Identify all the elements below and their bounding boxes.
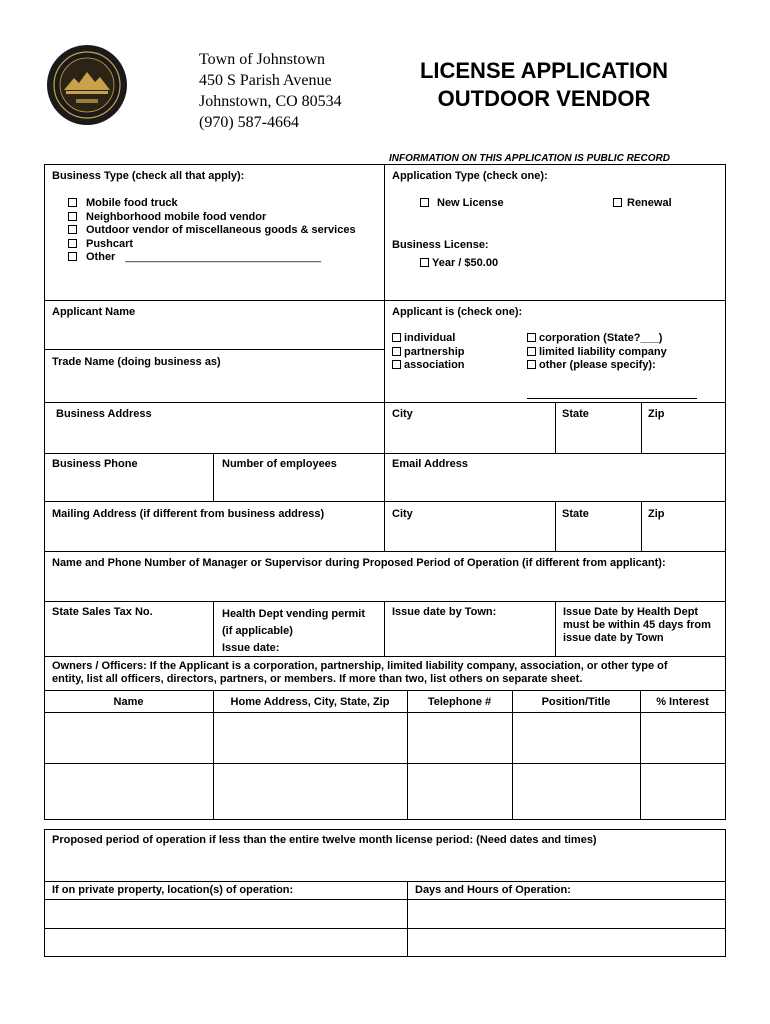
applicant-name-label: Applicant Name xyxy=(52,306,136,318)
proposed-period-label: Proposed period of operation if less than the entire twelve month license period: (Need dates and times) xyxy=(52,834,597,846)
checkbox-icon[interactable] xyxy=(68,239,77,248)
checkbox-icon[interactable] xyxy=(392,333,401,342)
applicant-is-label: Applicant is (check one): xyxy=(392,306,523,318)
town-street: 450 S Parish Avenue xyxy=(199,72,332,89)
mailing-state-label: State xyxy=(562,508,589,520)
business-address-label: Business Address xyxy=(56,408,152,420)
checkbox-icon[interactable] xyxy=(527,347,536,356)
issue-date-health-note-2: issue date by Town xyxy=(563,632,664,644)
issue-date-town-label: Issue date by Town: xyxy=(392,606,497,618)
business-phone-label: Business Phone xyxy=(52,458,138,470)
option-neighborhood-vendor[interactable]: Neighborhood mobile food vendor xyxy=(68,211,356,225)
application-type-label: Application Type (check one): xyxy=(392,170,548,182)
form-title-line1: LICENSE APPLICATION xyxy=(419,58,669,83)
checkbox-icon[interactable] xyxy=(613,198,622,207)
health-issue-date-label: Issue date: xyxy=(222,642,280,654)
checkbox-icon[interactable] xyxy=(392,347,401,356)
owners-intro-1: Owners / Officers: If the Applicant is a corporation, partnership, limited liability company, association, or other type of xyxy=(52,660,668,672)
form-title-line2: OUTDOOR VENDOR xyxy=(437,86,651,111)
checkbox-icon[interactable] xyxy=(68,252,77,261)
business-license-label: Business License: xyxy=(392,239,489,251)
col-telephone: Telephone # xyxy=(427,696,492,708)
town-city: Johnstown, CO 80534 xyxy=(199,93,342,110)
city-label: City xyxy=(392,408,413,420)
email-label: Email Address xyxy=(392,458,469,470)
checkbox-icon[interactable] xyxy=(527,333,536,342)
business-type-label: Business Type (check all that apply): xyxy=(52,170,245,182)
private-property-label: If on private property, location(s) of operation: xyxy=(52,884,294,896)
option-pushcart[interactable]: Pushcart xyxy=(68,238,356,252)
option-misc-goods[interactable]: Outdoor vendor of miscellaneous goods & services xyxy=(68,224,356,238)
other-blank-line[interactable]: ________________________________ xyxy=(125,251,322,263)
checkbox-icon[interactable] xyxy=(68,198,77,207)
checkbox-icon[interactable] xyxy=(392,360,401,369)
option-llc[interactable]: limited liability company xyxy=(527,346,667,360)
checkbox-icon[interactable] xyxy=(527,360,536,369)
checkbox-icon[interactable] xyxy=(420,198,429,207)
option-new-license[interactable]: New License xyxy=(420,197,504,210)
town-name: Town of Johnstown xyxy=(199,51,325,68)
option-other[interactable]: Other ________________________________ xyxy=(68,251,356,265)
health-permit-label: Health Dept vending permit xyxy=(222,608,366,620)
mailing-zip-label: Zip xyxy=(648,508,665,520)
town-phone: (970) 587-4664 xyxy=(199,114,299,131)
option-mobile-food-truck[interactable]: Mobile food truck xyxy=(68,197,356,211)
option-year-fee[interactable]: Year / $50.00 xyxy=(420,257,498,270)
issue-date-health-note-1: must be within 45 days from xyxy=(563,619,711,631)
checkbox-icon[interactable] xyxy=(420,258,429,267)
owners-intro-2: entity, list all officers, directors, partners, or members. If more than two, list others on separate sheet. xyxy=(52,673,583,685)
option-association[interactable]: association xyxy=(392,359,465,373)
sales-tax-label: State Sales Tax No. xyxy=(52,606,153,618)
issue-date-health-label: Issue Date by Health Dept xyxy=(563,606,699,618)
employees-label: Number of employees xyxy=(222,458,337,470)
zip-label: Zip xyxy=(648,408,665,420)
col-position: Position/Title xyxy=(541,696,611,708)
option-other-entity[interactable]: other (please specify): xyxy=(527,359,667,373)
state-label: State xyxy=(562,408,589,420)
days-hours-label: Days and Hours of Operation: xyxy=(415,884,571,896)
option-renewal[interactable]: Renewal xyxy=(613,197,672,210)
option-partnership[interactable]: partnership xyxy=(392,346,465,360)
col-name: Name xyxy=(113,696,144,708)
col-home-address: Home Address, City, State, Zip xyxy=(230,696,390,708)
other-entity-line[interactable] xyxy=(527,398,697,399)
option-corporation[interactable]: corporation (State?___) xyxy=(527,332,667,346)
trade-name-label: Trade Name (doing business as) xyxy=(52,356,221,368)
mailing-city-label: City xyxy=(392,508,413,520)
checkbox-icon[interactable] xyxy=(68,225,77,234)
option-individual[interactable]: individual xyxy=(392,332,465,346)
manager-label: Name and Phone Number of Manager or Supervisor during Proposed Period of Operation (if different from applicant): xyxy=(52,557,666,569)
health-permit-applicable: (if applicable) xyxy=(222,625,293,637)
public-record-notice: INFORMATION ON THIS APPLICATION IS PUBLIC RECORD xyxy=(389,153,670,164)
mailing-address-label: Mailing Address (if different from business address) xyxy=(52,508,325,520)
town-seal-logo xyxy=(46,44,128,126)
col-interest: % Interest xyxy=(656,696,709,708)
checkbox-icon[interactable] xyxy=(68,212,77,221)
